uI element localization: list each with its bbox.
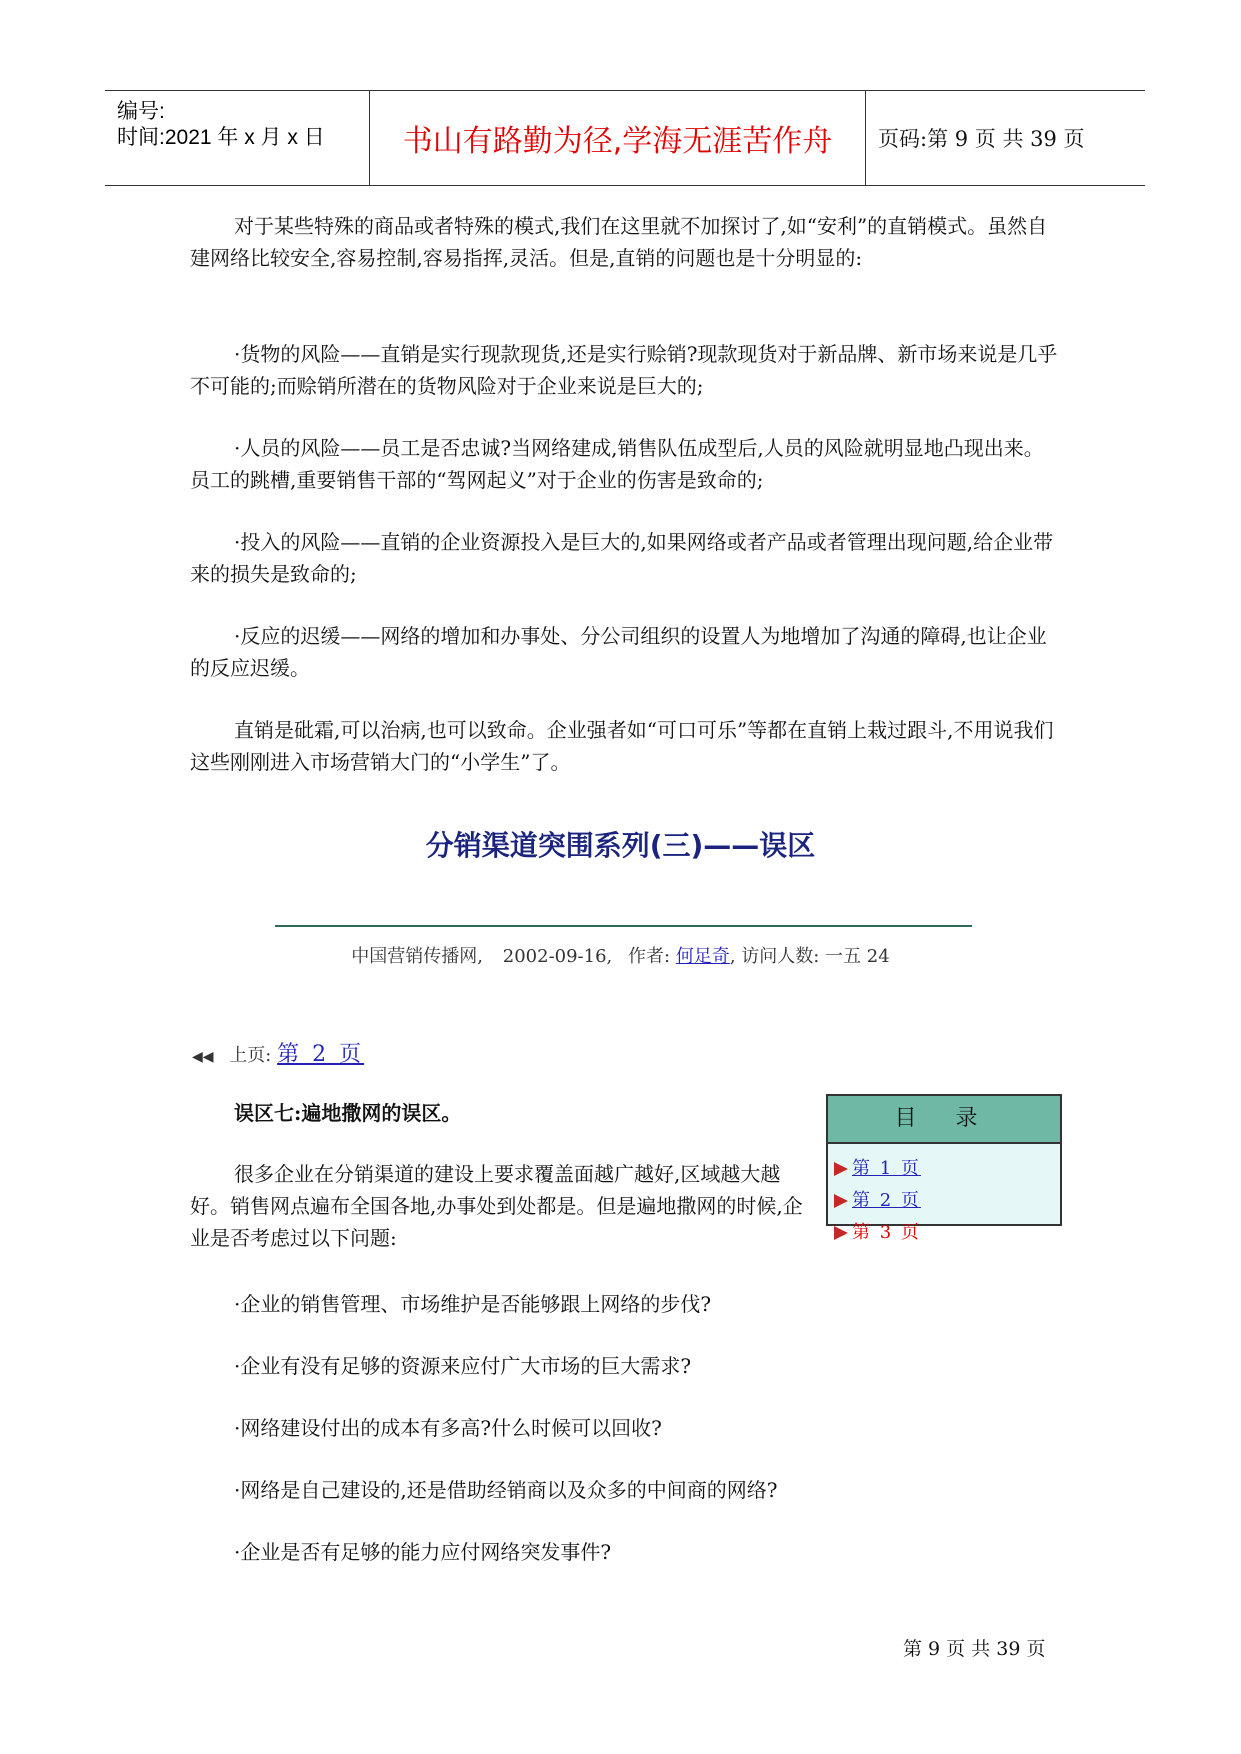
- bullet-paragraph: ·货物的风险——直销是实行现款现货,还是实行赊销?现款现货对于新品牌、新市场来说是几乎不可能的;而赊销所潜在的货物风险对于企业来说是巨大的;: [190, 342, 1058, 398]
- arrow-right-icon: [834, 1162, 848, 1176]
- question-item: ·企业的销售管理、市场维护是否能够跟上网络的步伐?: [234, 1292, 712, 1316]
- header-left-cell: [105, 91, 370, 185]
- bullet-paragraph: ·投入的风险——直销的企业资源投入是巨大的,如果网络或者产品或者管理出现问题,给企业带来的损失是致命的;: [190, 530, 1054, 586]
- prev-page-label: 上页:: [229, 1045, 272, 1066]
- time-label: 时间:2021 年 x 月 x 日: [117, 126, 325, 149]
- paragraph: 对于某些特殊的商品或者特殊的模式,我们在这里就不加探讨了,如“安利”的直销模式。虽然自建网络比较安全,容易控制,容易指挥,灵活。但是,直销的问题也是十分明显的:: [190, 214, 1048, 270]
- paragraph: 直销是砒霜,可以治病,也可以致命。企业强者如“可口可乐”等都在直销上栽过跟斗,不用说我们这些刚刚进入市场营销大门的“小学生”了。: [190, 718, 1054, 774]
- section-intro: 很多企业在分销渠道的建设上要求覆盖面越广越好,区域越大越好。销售网点遍布全国各地,办事处到处都是。但是遍地撒网的时候,企业是否考虑过以下问题:: [190, 1162, 803, 1250]
- question-item: ·企业是否有足够的能力应付网络突发事件?: [234, 1540, 612, 1564]
- page-footer: 第 9 页 共 39 页: [903, 1638, 1046, 1660]
- toc-item-current[interactable]: [834, 1218, 921, 1244]
- question-item: ·企业有没有足够的资源来应付广大市场的巨大需求?: [234, 1354, 692, 1378]
- header-right-cell: [866, 91, 1145, 185]
- question-item: ·网络是自己建设的,还是借助经销商以及众多的中间商的网络?: [234, 1478, 778, 1502]
- prev-page-link[interactable]: 第 2 页: [277, 1042, 365, 1067]
- toc-title: 目 录: [828, 1096, 1060, 1144]
- article-meta: [0, 942, 1241, 968]
- toc-item[interactable]: [834, 1186, 921, 1212]
- title-divider: [275, 925, 972, 927]
- meta-date: 2002-09-16,: [502, 946, 613, 967]
- question-item: ·网络建设付出的成本有多高?什么时候可以回收?: [234, 1416, 662, 1440]
- article-title: 分销渠道突围系列(三)——误区: [425, 829, 816, 862]
- prev-page-nav: [192, 1037, 364, 1068]
- toc-link-page-2[interactable]: 第 2 页: [852, 1190, 921, 1211]
- arrow-right-icon: [834, 1226, 848, 1240]
- meta-source: 中国营销传播网,: [351, 946, 484, 967]
- toc-link-page-3[interactable]: 第 3 页: [852, 1222, 921, 1243]
- arrow-right-icon: [834, 1194, 848, 1208]
- page-header: [105, 90, 1145, 186]
- toc-item[interactable]: [834, 1154, 921, 1180]
- bullet-paragraph: ·反应的迟缓——网络的增加和办事处、分公司组织的设置人为地增加了沟通的障碍,也让企业的反应迟缓。: [190, 624, 1047, 680]
- toc-link-page-1[interactable]: 第 1 页: [852, 1158, 921, 1179]
- section-heading: 误区七:遍地撒网的误区。: [234, 1101, 462, 1125]
- slogan: 书山有路勤为径,学海无涯苦作舟: [402, 124, 833, 159]
- meta-author-label: 作者:: [628, 946, 671, 967]
- bullet-paragraph: ·人员的风险——员工是否忠诚?当网络建成,销售队伍成型后,人员的风险就明显地凸现出来。员工的跳槽,重要销售干部的“驾网起义”对于企业的伤害是致命的;: [190, 436, 1044, 492]
- number-label: 编号:: [117, 100, 165, 123]
- author-link[interactable]: 何足奇: [675, 946, 730, 967]
- double-left-arrow-icon: ◀◀: [192, 1049, 214, 1065]
- meta-visits: , 访问人数: 一五 24: [729, 946, 890, 967]
- page-counter: 页码:第 9 页 共 39 页: [878, 127, 1085, 151]
- header-center-cell: [370, 91, 866, 185]
- toc-box: [826, 1094, 1062, 1243]
